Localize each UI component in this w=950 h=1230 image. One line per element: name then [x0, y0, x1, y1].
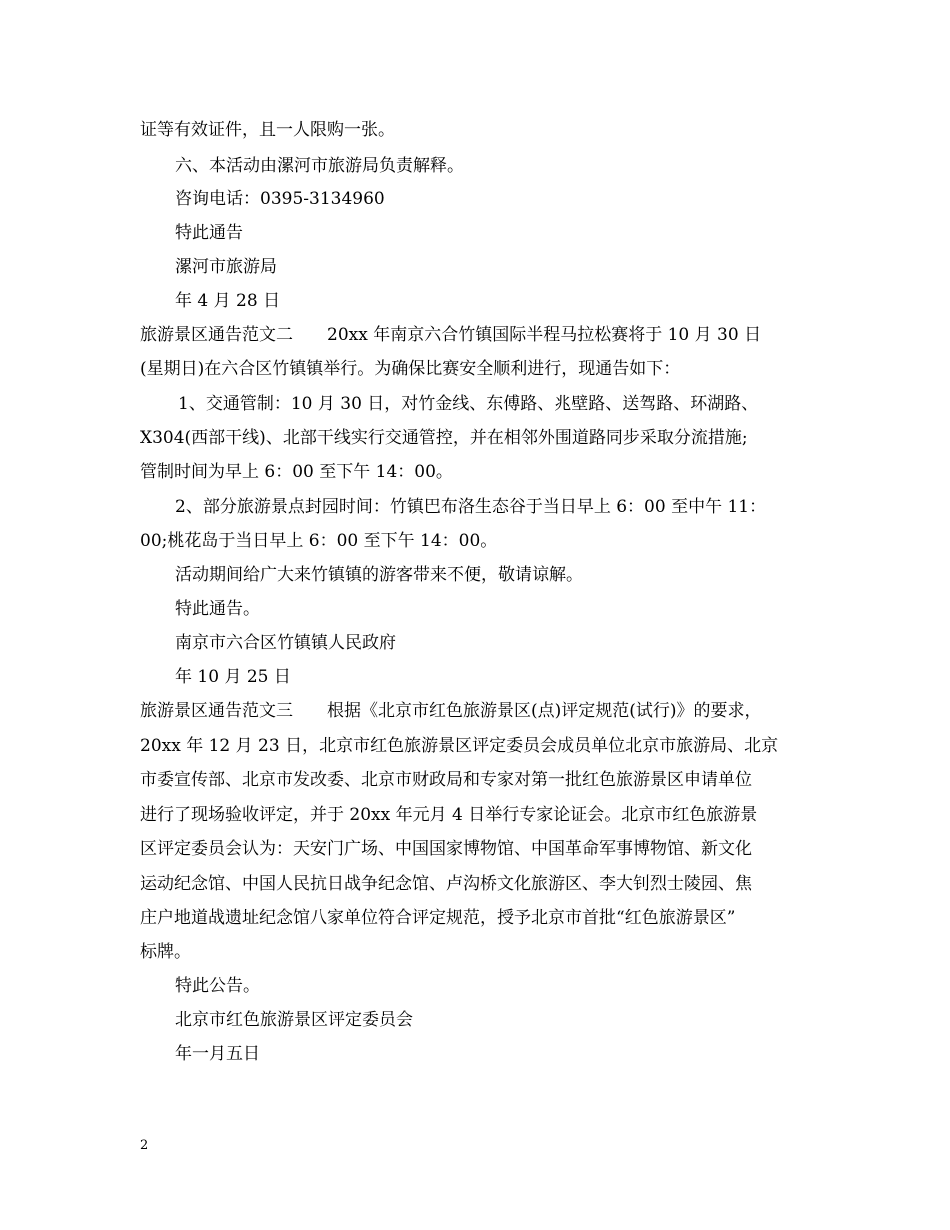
text-line: 管制时间为早上 6：00 至下午 14：00。 — [140, 462, 453, 482]
text-line: 北京市红色旅游景区评定委员会 — [175, 1010, 413, 1030]
text-line: 年一月五日 — [175, 1044, 260, 1064]
section-heading-line: 旅游景区通告范文三 根据《北京市红色旅游景区(点)评定规范(试行)》的要求， — [140, 701, 762, 721]
text-line: 活动期间给广大来竹镇镇的游客带来不便，敬请谅解。 — [175, 565, 583, 585]
text-line: 1、交通管制：10 月 30 日，对竹金线、东傅路、兆壁路、送驾路、环湖路、 — [178, 394, 759, 414]
text-line: 年 10 月 25 日 — [175, 667, 291, 687]
text-line: X304(西部干线)、北部干线实行交通管控，并在相邻外围道路同步采取分流措施; — [140, 428, 748, 448]
text-line: 特此通告 — [175, 223, 243, 243]
text-line: 咨询电话：0395-3134960 — [175, 189, 385, 209]
text-line: 进行了现场验收评定，并于 20xx 年元月 4 日举行专家论证会。北京市红色旅游景 — [140, 805, 758, 825]
text-line: 2、部分旅游景点封园时间：竹镇巴布洛生态谷于当日早上 6：00 至中午 11： — [175, 497, 767, 517]
text-line: 证等有效证件，且一人限购一张。 — [140, 120, 395, 140]
text-line: 南京市六合区竹镇镇人民政府 — [175, 633, 396, 653]
section-heading-line: 旅游景区通告范文二 20xx 年南京六合竹镇国际半程马拉松赛将于 10 月 30 日 — [140, 325, 762, 345]
text-line: 特此通告。 — [175, 599, 260, 619]
text-line: 标牌。 — [140, 942, 191, 962]
text-line: 00;桃花岛于当日早上 6：00 至下午 14：00。 — [140, 531, 498, 551]
text-line: 漯河市旅游局 — [175, 257, 277, 277]
text-line: 六、本活动由漯河市旅游局负责解释。 — [175, 156, 464, 176]
page-number: 2 — [140, 1138, 149, 1153]
text-line: 20xx 年 12 月 23 日，北京市红色旅游景区评定委员会成员单位北京市旅游局、北京 — [140, 736, 779, 756]
text-line: 市委宣传部、北京市发改委、北京市财政局和专家对第一批红色旅游景区申请单位 — [140, 770, 752, 790]
text-line: (星期日)在六合区竹镇镇举行。为确保比赛安全顺利进行，现通告如下： — [140, 359, 681, 379]
text-line: 区评定委员会认为：天安门广场、中国国家博物馆、中国革命军事博物馆、新文化 — [140, 839, 752, 859]
text-line: 庄户地道战遗址纪念馆八家单位符合评定规范，授予北京市首批“红色旅游景区” — [140, 908, 736, 928]
text-line: 运动纪念馆、中国人民抗日战争纪念馆、卢沟桥文化旅游区、李大钊烈士陵园、焦 — [140, 874, 752, 894]
text-line: 特此公告。 — [175, 976, 260, 996]
text-line: 年 4 月 28 日 — [175, 291, 281, 311]
